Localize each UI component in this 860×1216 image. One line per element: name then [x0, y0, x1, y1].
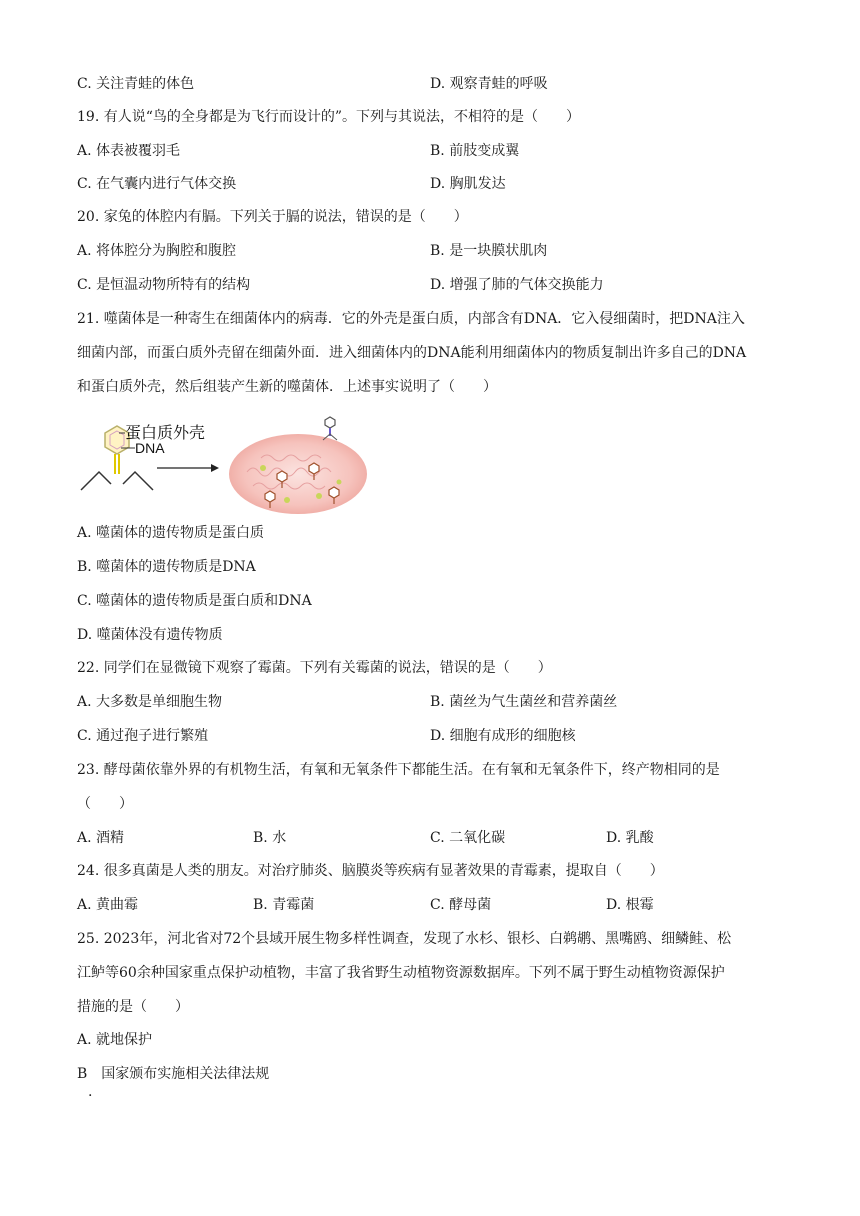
q19-option-c: C. 在气囊内进行气体交换 — [77, 176, 237, 192]
stray-dot: . — [88, 1084, 93, 1100]
q22-option-d: D. 细胞有成形的细胞核 — [430, 728, 576, 744]
q23-option-c: C. 二氧化碳 — [430, 830, 506, 846]
phage-infection-figure — [77, 412, 377, 522]
q24-stem: 24. 很多真菌是人类的朋友。对治疗肺炎、脑膜炎等疾病有显著效果的青霉素，提取自（ ） — [77, 863, 664, 879]
q20-option-d: D. 增强了肺的气体交换能力 — [430, 277, 604, 293]
q18-option-c: C. 关注青蛙的体色 — [77, 76, 195, 92]
label-dna: DNA — [135, 440, 165, 456]
attached-phage-icon — [323, 417, 337, 440]
label-protein-shell: 蛋白质外壳 — [125, 425, 206, 442]
q21-option-d: D. 噬菌体没有遗传物质 — [77, 627, 223, 643]
q23-stem-line1: 23. 酵母菌依靠外界的有机物生活，有氧和无氧条件下都能生活。在有氧和无氧条件下，终产物相同的是 — [77, 762, 720, 778]
q20-stem: 20. 家兔的体腔内有膈。下列关于膈的说法，错误的是（ ） — [77, 209, 468, 225]
q24-option-c: C. 酵母菌 — [430, 897, 492, 913]
q21-option-c: C. 噬菌体的遗传物质是蛋白质和DNA — [77, 593, 312, 609]
q20-option-a: A. 将体腔分为胸腔和腹腔 — [77, 243, 237, 259]
q21-option-a: A. 噬菌体的遗传物质是蛋白质 — [77, 525, 265, 541]
q24-option-a: A. 黄曲霉 — [77, 897, 139, 913]
q22-stem: 22. 同学们在显微镜下观察了霉菌。下列有关霉菌的说法，错误的是（ ） — [77, 660, 552, 676]
q21-stem-line3: 和蛋白质外壳，然后组装产生新的噬菌体．上述事实说明了（ ） — [77, 379, 497, 395]
q25-stem-line2: 江鲈等60余种国家重点保护动植物，丰富了我省野生动植物资源数据库。下列不属于野生动植物资源保护 — [77, 965, 725, 981]
q23-stem-line2: （ ） — [77, 796, 133, 812]
q20-option-b: B. 是一块膜状肌肉 — [430, 243, 548, 259]
q23-option-d: D. 乳酸 — [606, 830, 654, 846]
q19-option-a: A. 体表被覆羽毛 — [77, 143, 181, 159]
q21-option-b: B. 噬菌体的遗传物质是DNA — [77, 559, 256, 575]
q19-stem: 19. 有人说“鸟的全身都是为飞行而设计的”。下列与其说法，不相符的是（ ） — [77, 109, 581, 125]
q19-option-d: D. 胸肌发达 — [430, 176, 506, 192]
bacterium-cell-icon — [229, 434, 367, 514]
q22-option-c: C. 通过孢子进行繁殖 — [77, 728, 209, 744]
q25-option-b: B 国家颁布实施相关法律法规 — [77, 1066, 270, 1082]
q18-option-d: D. 观察青蛙的呼吸 — [430, 76, 548, 92]
q21-stem-line2: 细菌内部，而蛋白质外壳留在细菌外面．进入细菌体内的DNA能利用细菌体内的物质复制出许多自己的DNA — [77, 345, 747, 361]
q22-option-a: A. 大多数是单细胞生物 — [77, 694, 223, 710]
q23-option-a: A. 酒精 — [77, 830, 125, 846]
q22-option-b: B. 菌丝为气生菌丝和营养菌丝 — [430, 694, 618, 710]
q20-option-c: C. 是恒温动物所特有的结构 — [77, 277, 251, 293]
q25-option-a: A. 就地保护 — [77, 1032, 153, 1048]
phage-legs-icon — [81, 472, 111, 490]
q21-stem-line1: 21. 噬菌体是一种寄生在细菌体内的病毒．它的外壳是蛋白质，内部含有DNA．它入侵细菌时，把DNA注入 — [77, 311, 745, 327]
q25-stem-line3: 措施的是（ ） — [77, 999, 189, 1015]
q19-option-b: B. 前肢变成翼 — [430, 143, 520, 159]
q24-option-d: D. 根霉 — [606, 897, 654, 913]
q25-stem-line1: 25. 2023年，河北省对72个县域开展生物多样性调查，发现了水杉、银杉、白鹈鹕、黑嘴鸥、细鳞鲑、松 — [77, 931, 732, 947]
q23-option-b: B. 水 — [253, 830, 287, 846]
q24-option-b: B. 青霉菌 — [253, 897, 315, 913]
